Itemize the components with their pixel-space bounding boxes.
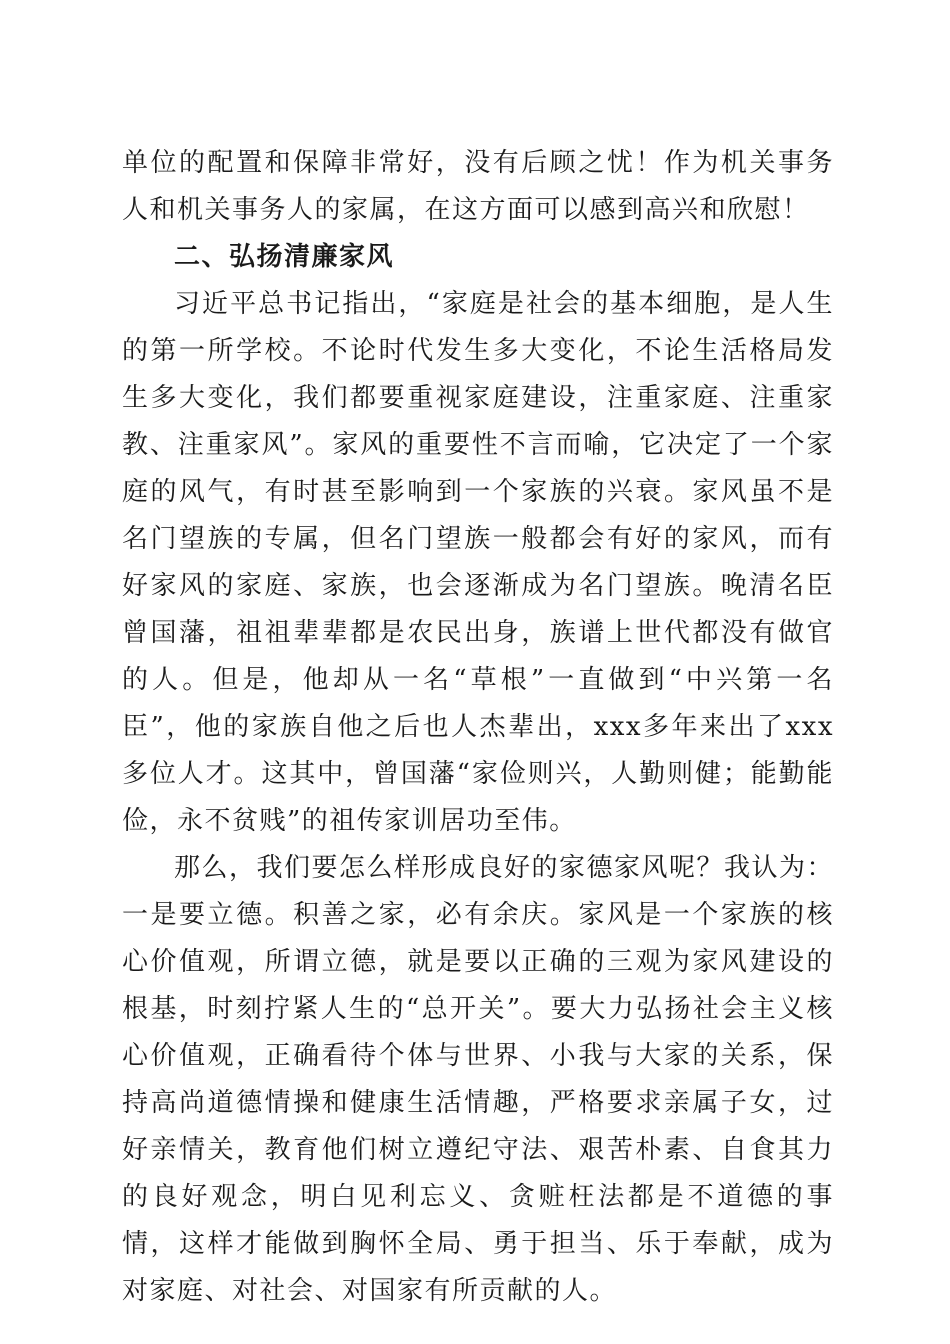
continued-paragraph: 单位的配置和保障非常好，没有后顾之忧！作为机关事务人和机关事务人的家属，在这方面可以感到高兴和欣慰！: [122, 148, 834, 225]
section-heading: 二、弘扬清廉家风: [174, 242, 395, 272]
document-body: [122, 140, 834, 1315]
paragraph-family-tradition: 习近平总书记指出，“家庭是社会的基本细胞，是人生的第一所学校。不论时代发生多大变化，不论生活格局发生多大变化，我们都要重视家庭建设，注重家庭、注重家教、注重家风”。家风的重要性不言而喻，它决定了一个家庭的风气，有时甚至影响到一个家族的兴衰。家风虽不是名门望族的专属，但名门望族一般都会有好的家风，而有好家风的家庭、家族，也会逐渐成为名门望族。晚清名臣曾国藩，祖祖辈辈都是农民出身，族谱上世代都没有做官的人。但是，他却从一名“草根”一直做到“中兴第一名臣”，他的家族自他之后也人杰辈出，xxx多年来出了xxx多位人才。这其中，曾国藩“家俭则兴，人勤则健；能勤能俭，永不贫贱”的祖传家训居功至伟。: [122, 289, 834, 836]
paragraph-establish-virtue: 那么，我们要怎么样形成良好的家德家风呢？我认为：一是要立德。积善之家，必有余庆。家风是一个家族的核心价值观，所谓立德，就是要以正确的三观为家风建设的根基，时刻拧紧人生的“总开关”。要大力弘扬社会主义核心价值观，正确看待个体与世界、小我与大家的关系，保持高尚道德情操和健康生活情趣，严格要求亲属子女，过好亲情关，教育他们树立遵纪守法、艰苦朴素、自食其力的良好观念，明白见利忘义、贪赃枉法都是不道德的事情，这样才能做到胸怀全局、勇于担当、乐于奉献，成为对家庭、对社会、对国家有所贡献的人。: [122, 853, 835, 1306]
